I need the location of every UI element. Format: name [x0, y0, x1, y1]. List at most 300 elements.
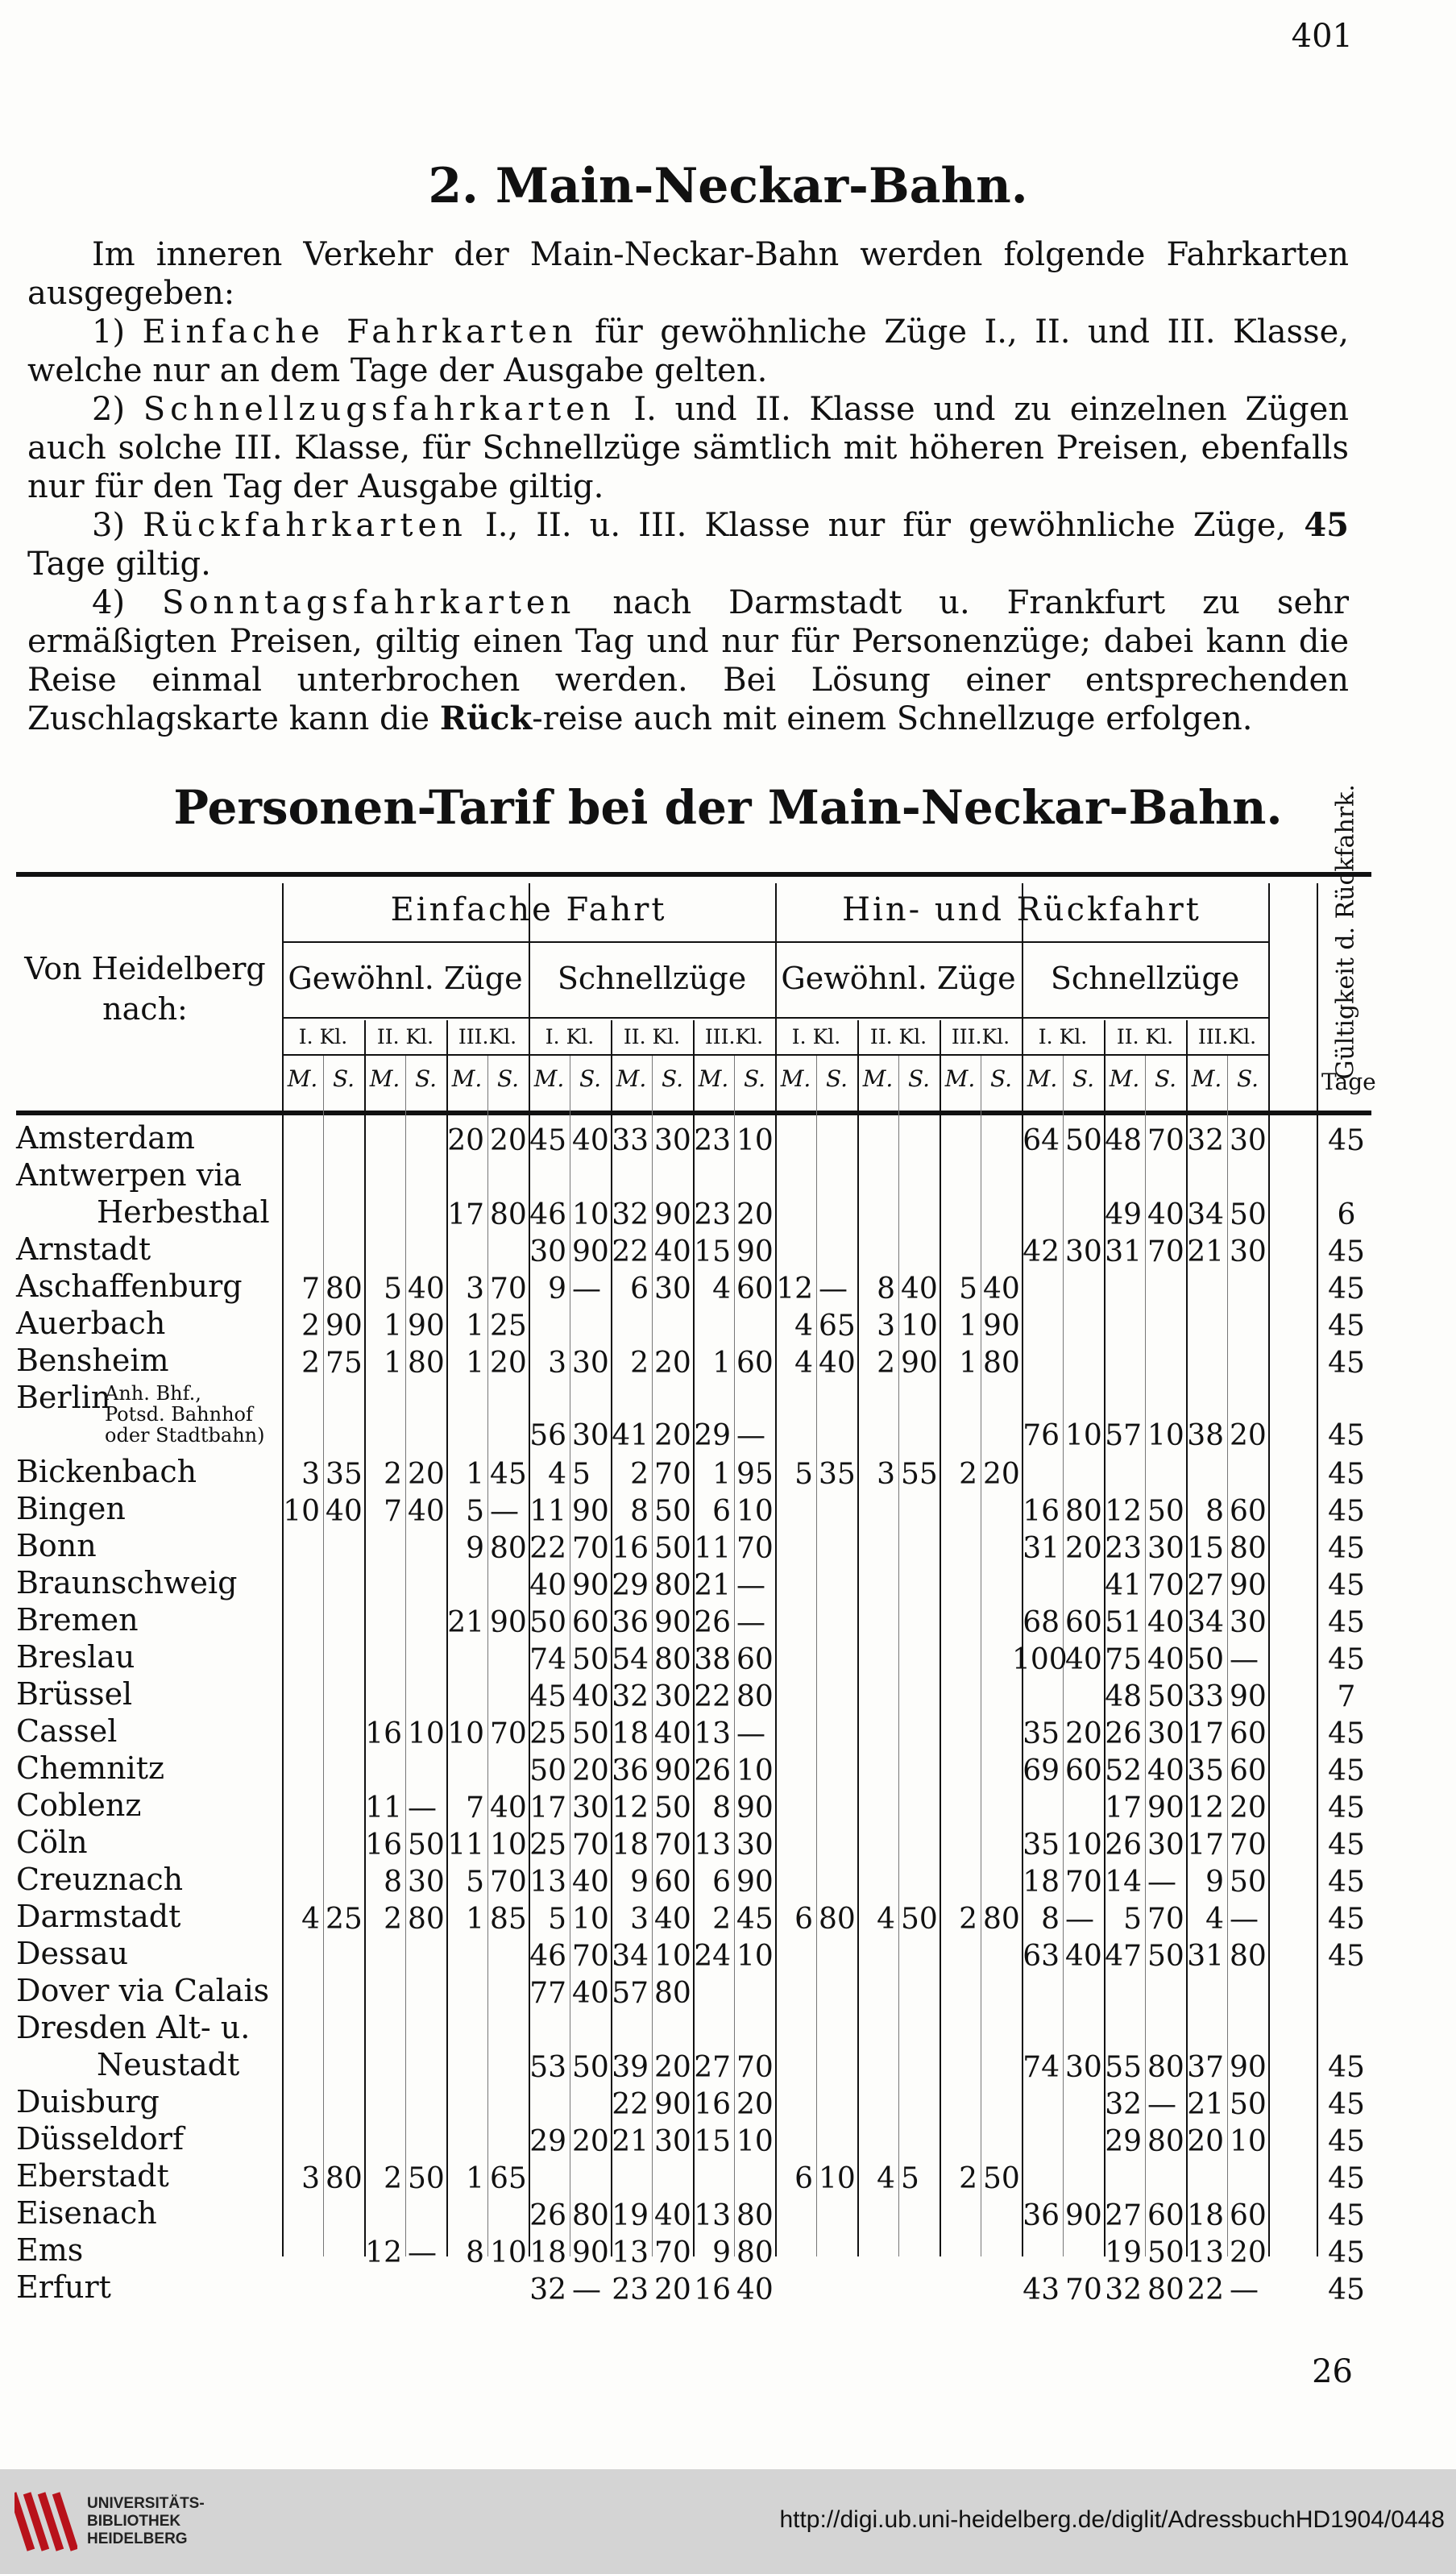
- validity-days: 45: [1328, 2125, 1365, 2158]
- fare-mark: 16: [694, 2273, 731, 2306]
- validity-days: 7: [1337, 1680, 1356, 1713]
- header-single: Einfache Fahrt: [390, 891, 667, 928]
- fare-pfennig: 50: [572, 1717, 609, 1750]
- fare-pfennig: 50: [572, 2051, 609, 2084]
- fare-mark: 32: [612, 1198, 649, 1231]
- fare-pfennig: 20: [572, 1754, 609, 1787]
- fare-pfennig: 60: [736, 1347, 774, 1380]
- tariff-title: Personen-Tarif bei der Main-Neckar-Bahn.: [173, 780, 1283, 835]
- library-name-line: HEIDELBERG: [87, 2530, 188, 2547]
- library-logo-icon: [15, 2485, 77, 2558]
- fare-mark: 4: [548, 1458, 566, 1491]
- validity-days: 45: [1328, 1235, 1365, 1268]
- ticket-number: 3): [92, 507, 126, 544]
- fare-mark: 9: [466, 1532, 484, 1565]
- fare-pfennig: 30: [1230, 1235, 1267, 1268]
- ticket-type-1: [27, 313, 1349, 390]
- destination-name: Duisburg: [16, 2084, 160, 2119]
- validity-days: 45: [1328, 2088, 1365, 2121]
- fare-pfennig: 70: [572, 1829, 609, 1862]
- table-row: [16, 1381, 1371, 1455]
- fare-pfennig: 40: [654, 1235, 691, 1268]
- fare-pfennig: 10: [819, 2162, 856, 2195]
- fare-mark: 13: [529, 1866, 566, 1899]
- fare-pfennig: 50: [1230, 1866, 1267, 1899]
- table-row: [16, 2234, 1371, 2271]
- ticket-description-end: -reise auch mit einem Schnellzuge erfolgen.: [532, 700, 1253, 737]
- fare-pfennig: 30: [1065, 1235, 1102, 1268]
- fare-pfennig: 80: [408, 1347, 445, 1380]
- fare-pfennig: 50: [983, 2162, 1020, 2195]
- fare-pfennig: 90: [1230, 1680, 1267, 1713]
- fare-pfennig: 20: [490, 1347, 527, 1380]
- header-mark: M.: [616, 1065, 647, 1092]
- header-mark: M.: [1109, 1065, 1140, 1092]
- fare-mark: 3: [877, 1310, 895, 1343]
- validity-days: 6: [1337, 1198, 1356, 1231]
- fare-mark: 2: [384, 2162, 402, 2195]
- fare-mark: 18: [612, 1717, 649, 1750]
- fare-pfennig: 30: [1230, 1606, 1267, 1639]
- destination-name: Breslau: [16, 1639, 135, 1675]
- fare-mark: 35: [1187, 1754, 1224, 1787]
- header-pfennig: S.: [661, 1065, 684, 1092]
- fare-mark: 3: [466, 1272, 484, 1306]
- fare-pfennig: 95: [736, 1458, 774, 1491]
- fare-pfennig: 80: [819, 1903, 856, 1936]
- fare-mark: 4: [794, 1347, 813, 1380]
- fare-pfennig: 60: [572, 1606, 609, 1639]
- fare-pfennig: 50: [1147, 1940, 1184, 1973]
- page-signature: 26: [1312, 2353, 1353, 2390]
- header-mark: M.: [944, 1065, 976, 1092]
- fare-pfennig: 40: [654, 2199, 691, 2232]
- fare-mark: 47: [1105, 1940, 1142, 1973]
- fare-pfennig: 30: [408, 1866, 445, 1899]
- fare-mark: 1: [712, 1458, 731, 1491]
- fare-pfennig: 30: [572, 1791, 609, 1825]
- fare-mark: 32: [1187, 1124, 1224, 1157]
- fare-pfennig: 30: [654, 1272, 691, 1306]
- header-class: III.Kl.: [704, 1025, 764, 1048]
- destination-name: Chemnitz: [16, 1750, 164, 1786]
- fare-mark: 56: [529, 1419, 566, 1452]
- fare-pfennig: 50: [1147, 2236, 1184, 2269]
- fare-mark: 25: [529, 1717, 566, 1750]
- header-pfennig: S.: [1236, 1065, 1259, 1092]
- validity-days: 45: [1328, 1495, 1365, 1528]
- fare-mark: 1: [466, 1310, 484, 1343]
- table-row: [16, 1530, 1371, 1567]
- fare-mark: 1: [712, 1347, 731, 1380]
- table-row: [16, 1678, 1371, 1715]
- destination-name: Erfurt: [16, 2269, 111, 2305]
- fare-mark: 6: [712, 1495, 731, 1528]
- fare-pfennig: 70: [1147, 1569, 1184, 1602]
- fare-mark: 20: [1187, 2125, 1224, 2158]
- header-class: III.Kl.: [458, 1025, 517, 1048]
- fare-mark: 29: [694, 1419, 731, 1452]
- fare-mark: 29: [529, 2125, 566, 2158]
- fare-mark: 2: [301, 1310, 320, 1343]
- fare-mark: 12: [776, 1272, 813, 1306]
- table-row: [16, 1567, 1371, 1604]
- fare-pfennig: 90: [736, 1866, 774, 1899]
- fare-pfennig: 50: [901, 1903, 938, 1936]
- fare-mark: 12: [1105, 1495, 1142, 1528]
- ticket-type-3: [27, 506, 1349, 583]
- fare-mark: 3: [301, 2162, 320, 2195]
- fare-pfennig: 70: [654, 2236, 691, 2269]
- fare-mark: 32: [1105, 2088, 1142, 2121]
- fare-pfennig: —: [1230, 2273, 1259, 2306]
- fare-mark: 15: [694, 1235, 731, 1268]
- fare-mark: 53: [529, 2051, 566, 2084]
- fare-mark: 76: [1023, 1419, 1060, 1452]
- header-pfennig: S.: [332, 1065, 355, 1092]
- fare-mark: 37: [1187, 2051, 1224, 2084]
- header-ordinary: Gewöhnl. Züge: [288, 961, 523, 996]
- fare-mark: 31: [1105, 1235, 1142, 1268]
- fare-mark: 32: [1105, 2273, 1142, 2306]
- fare-mark: 1: [384, 1310, 402, 1343]
- validity-days: 45: [1304, 506, 1349, 544]
- emphasis-return: Rück: [439, 700, 533, 737]
- fare-mark: 34: [612, 1940, 649, 1973]
- fare-mark: 50: [1187, 1643, 1224, 1676]
- fare-mark: 8: [877, 1272, 895, 1306]
- ticket-description: I., II. u. III. Klasse nur für gewöhnliche Züge,: [484, 507, 1287, 544]
- fare-mark: 33: [1187, 1680, 1224, 1713]
- fare-pfennig: 30: [1147, 1532, 1184, 1565]
- fare-mark: 27: [1187, 1569, 1224, 1602]
- fare-pfennig: 10: [1147, 1419, 1184, 1452]
- fare-pfennig: 90: [654, 2088, 691, 2121]
- fare-mark: 18: [612, 1829, 649, 1862]
- ticket-type-4: [27, 583, 1349, 738]
- library-name: [87, 2495, 205, 2548]
- fare-pfennig: 80: [326, 2162, 363, 2195]
- fare-mark: 29: [612, 1569, 649, 1602]
- fare-pfennig: 90: [901, 1347, 938, 1380]
- fare-mark: 9: [630, 1866, 649, 1899]
- fare-mark: 1: [466, 1347, 484, 1380]
- destination-name: Eberstadt: [16, 2158, 169, 2194]
- fare-pfennig: 50: [408, 2162, 445, 2195]
- ticket-number: 2): [92, 391, 126, 428]
- fare-pfennig: —: [819, 1272, 848, 1306]
- fare-mark: 12: [1187, 1791, 1224, 1825]
- table-row: [16, 2086, 1371, 2123]
- ticket-description: I. und II. Klasse und zu einzelnen Zügen auch solche III. Klasse, für Schnellzüge sämtlich mit höheren Preisen, ebenfalls nur für den Tag der Ausgabe giltig.: [27, 391, 1350, 505]
- fare-mark: 7: [301, 1272, 320, 1306]
- fare-pfennig: 30: [572, 1419, 609, 1452]
- fare-pfennig: 10: [408, 1717, 445, 1750]
- fare-mark: 39: [612, 2051, 649, 2084]
- fare-pfennig: 40: [408, 1495, 445, 1528]
- fare-pfennig: 80: [572, 2199, 609, 2232]
- fare-mark: 16: [694, 2088, 731, 2121]
- fare-mark: 50: [529, 1754, 566, 1787]
- fare-pfennig: —: [1230, 1903, 1259, 1936]
- fare-pfennig: 50: [654, 1495, 691, 1528]
- fare-pfennig: 40: [408, 1272, 445, 1306]
- fare-pfennig: 10: [736, 1495, 774, 1528]
- ticket-name: Sonntagsfahrkarten: [162, 584, 576, 621]
- page-number: 401: [1291, 18, 1353, 55]
- fare-pfennig: 40: [819, 1347, 856, 1380]
- fare-mark: 2: [877, 1347, 895, 1380]
- table-row: [16, 1900, 1371, 1937]
- fare-mark: 63: [1023, 1940, 1060, 1973]
- ticket-description: nach Darmstadt u. Frankfurt zu sehr ermäßigten Preisen, giltig einen Tag und nur für Personenzüge; dabei kann die Reise einmal unterbrochen werden. Bei Lösung einer entsprechenden Zuschlagskarte kann die: [27, 584, 1349, 737]
- fare-mark: 22: [529, 1532, 566, 1565]
- fare-mark: 13: [694, 2199, 731, 2232]
- table-row: [16, 2049, 1371, 2086]
- fare-pfennig: 80: [736, 1680, 774, 1713]
- validity-days: 45: [1328, 1272, 1365, 1306]
- fare-pfennig: 40: [572, 1977, 609, 2010]
- validity-days: 45: [1328, 2199, 1365, 2232]
- fare-pfennig: 50: [1230, 1198, 1267, 1231]
- fare-pfennig: 80: [983, 1347, 1020, 1380]
- fare-pfennig: —: [1147, 1866, 1176, 1899]
- fare-pfennig: 5: [901, 2162, 919, 2195]
- fare-mark: 4: [877, 1903, 895, 1936]
- fare-pfennig: 70: [1065, 1866, 1102, 1899]
- fare-mark: 13: [612, 2236, 649, 2269]
- fare-mark: 13: [694, 1829, 731, 1862]
- section-title: 2. Main-Neckar-Bahn.: [428, 158, 1028, 214]
- fare-pfennig: 60: [736, 1272, 774, 1306]
- fare-pfennig: 70: [736, 1532, 774, 1565]
- table-row: [16, 2011, 1371, 2049]
- fare-pfennig: 65: [819, 1310, 856, 1343]
- fare-pfennig: —: [736, 1717, 765, 1750]
- fare-mark: 1: [466, 2162, 484, 2195]
- fare-mark: 26: [529, 2199, 566, 2232]
- table-row: [16, 1455, 1371, 1493]
- fare-mark: 8: [1205, 1495, 1224, 1528]
- fare-mark: 9: [712, 2236, 731, 2269]
- destination-name: Amsterdam: [16, 1120, 195, 1156]
- fare-mark: 75: [1105, 1643, 1142, 1676]
- fare-pfennig: —: [572, 2273, 601, 2306]
- destination-name: Bingen: [16, 1491, 126, 1526]
- fare-mark: 4: [1205, 1903, 1224, 1936]
- fare-mark: 34: [1187, 1606, 1224, 1639]
- validity-days: 45: [1328, 2162, 1365, 2195]
- fare-pfennig: —: [1065, 1903, 1094, 1936]
- fare-mark: 23: [612, 2273, 649, 2306]
- fare-pfennig: 40: [983, 1272, 1020, 1306]
- fare-mark: 16: [1023, 1495, 1060, 1528]
- fare-pfennig: 50: [408, 1829, 445, 1862]
- fare-pfennig: 20: [654, 1419, 691, 1452]
- fare-mark: 8: [384, 1866, 402, 1899]
- fare-mark: 17: [1187, 1829, 1224, 1862]
- fare-mark: 38: [694, 1643, 731, 1676]
- fare-mark: 41: [1105, 1569, 1142, 1602]
- fare-pfennig: 70: [1147, 1235, 1184, 1268]
- fare-pfennig: 20: [654, 2273, 691, 2306]
- fare-pfennig: 30: [654, 1124, 691, 1157]
- validity-days: 45: [1328, 1903, 1365, 1936]
- header-class: II. Kl.: [869, 1025, 927, 1048]
- header-class: II. Kl.: [376, 1025, 434, 1048]
- fare-mark: 49: [1105, 1198, 1142, 1231]
- header-mark: M.: [451, 1065, 483, 1092]
- destination-name: Ems: [16, 2232, 84, 2268]
- fare-mark: 31: [1187, 1940, 1224, 1973]
- fare-pfennig: 90: [572, 2236, 609, 2269]
- fare-pfennig: 30: [654, 1680, 691, 1713]
- fare-pfennig: 70: [572, 1532, 609, 1565]
- ticket-description-end: Tage giltig.: [27, 546, 211, 583]
- fare-mark: 19: [612, 2199, 649, 2232]
- fare-pfennig: 90: [736, 1235, 774, 1268]
- fare-mark: 11: [447, 1829, 484, 1862]
- destination-name: Herbesthal: [97, 1194, 270, 1230]
- header-days: Tage: [1321, 1069, 1376, 1095]
- fare-mark: 7: [384, 1495, 402, 1528]
- table-row: [16, 1974, 1371, 2011]
- fare-pfennig: 80: [983, 1903, 1020, 1936]
- fare-pfennig: 80: [1230, 1532, 1267, 1565]
- fare-pfennig: 20: [1230, 1419, 1267, 1452]
- ticket-name: Schnellzugsfahrkarten: [143, 391, 616, 428]
- fare-pfennig: 80: [326, 1272, 363, 1306]
- fare-pfennig: 25: [490, 1310, 527, 1343]
- grid-hline: [282, 1017, 1268, 1019]
- fare-pfennig: —: [736, 1606, 765, 1639]
- library-name-line: UNIVERSITÄTS-: [87, 2495, 205, 2512]
- fare-mark: 8: [466, 2236, 484, 2269]
- fare-mark: 36: [612, 1606, 649, 1639]
- fare-mark: 1: [466, 1903, 484, 1936]
- fare-pfennig: 10: [654, 1940, 691, 1973]
- destination-name: Bonn: [16, 1528, 97, 1563]
- fare-mark: 13: [1187, 2236, 1224, 2269]
- fare-pfennig: 30: [654, 2125, 691, 2158]
- fare-mark: 45: [529, 1124, 566, 1157]
- header-class: I. Kl.: [1038, 1025, 1088, 1048]
- validity-days: 45: [1328, 1829, 1365, 1862]
- fare-pfennig: 80: [490, 1532, 527, 1565]
- validity-days: 45: [1328, 1532, 1365, 1565]
- fare-mark: 38: [1187, 1419, 1224, 1452]
- fare-pfennig: —: [1230, 1643, 1259, 1676]
- fare-pfennig: 10: [901, 1310, 938, 1343]
- header-class: III.Kl.: [1197, 1025, 1257, 1048]
- source-url[interactable]: http://digi.ub.uni-heidelberg.de/diglit/AdressbuchHD1904/0448: [779, 2506, 1445, 2533]
- fare-mark: 6: [712, 1866, 731, 1899]
- fare-mark: 18: [529, 2236, 566, 2269]
- header-class: II. Kl.: [1116, 1025, 1174, 1048]
- intro-text: [27, 235, 1349, 738]
- fare-mark: 12: [612, 1791, 649, 1825]
- fare-mark: 68: [1023, 1606, 1060, 1639]
- fare-pfennig: —: [572, 1272, 601, 1306]
- fare-pfennig: 20: [490, 1124, 527, 1157]
- fare-pfennig: 70: [1147, 1124, 1184, 1157]
- destination-name: Dresden Alt- u.: [16, 2010, 251, 2045]
- fare-mark: 25: [529, 1829, 566, 1862]
- fare-pfennig: 35: [326, 1458, 363, 1491]
- fare-mark: 21: [1187, 1235, 1224, 1268]
- fare-mark: 31: [1023, 1532, 1060, 1565]
- fare-pfennig: 30: [1147, 1717, 1184, 1750]
- fare-pfennig: 80: [1065, 1495, 1102, 1528]
- fare-pfennig: 60: [1065, 1606, 1102, 1639]
- destination-name: Braunschweig: [16, 1565, 238, 1600]
- fare-mark: 14: [1105, 1866, 1142, 1899]
- fare-pfennig: 20: [572, 2125, 609, 2158]
- fare-pfennig: 90: [654, 1606, 691, 1639]
- destination-name: Dessau: [16, 1936, 129, 1971]
- intro-paragraph: [27, 235, 1349, 313]
- fare-mark: 74: [1023, 2051, 1060, 2084]
- destination-name: Berlin: [16, 1380, 111, 1415]
- fare-mark: 69: [1023, 1754, 1060, 1787]
- fare-mark: 22: [612, 1235, 649, 1268]
- fare-mark: 21: [1187, 2088, 1224, 2121]
- fare-mark: 17: [1187, 1717, 1224, 1750]
- header-mark: M.: [369, 1065, 400, 1092]
- validity-days: 45: [1328, 1347, 1365, 1380]
- fare-pfennig: 60: [1230, 1754, 1267, 1787]
- table-row: [16, 1493, 1371, 1530]
- validity-days: 45: [1328, 2273, 1365, 2306]
- table-row: [16, 2197, 1371, 2234]
- fare-pfennig: 20: [408, 1458, 445, 1491]
- fare-mark: 16: [612, 1532, 649, 1565]
- fare-mark: 9: [548, 1272, 566, 1306]
- fare-mark: 1: [959, 1310, 977, 1343]
- fare-pfennig: 10: [736, 1754, 774, 1787]
- fare-pfennig: 90: [1230, 1569, 1267, 1602]
- table-top-rule: [16, 872, 1371, 877]
- fare-mark: 5: [466, 1495, 484, 1528]
- fare-pfennig: 90: [1230, 2051, 1267, 2084]
- fare-mark: 8: [1041, 1903, 1060, 1936]
- fare-mark: 5: [959, 1272, 977, 1306]
- fare-mark: 30: [529, 1235, 566, 1268]
- fare-pfennig: 85: [490, 1903, 527, 1936]
- header-validity: Gültigkeit d. Rückfahrk.: [1331, 784, 1360, 1080]
- fare-mark: 4: [301, 1903, 320, 1936]
- fare-mark: 18: [1187, 2199, 1224, 2232]
- destination-name: Darmstadt: [16, 1899, 181, 1934]
- fare-pfennig: 40: [572, 1124, 609, 1157]
- fare-pfennig: 40: [654, 1717, 691, 1750]
- validity-days: 45: [1328, 1643, 1365, 1676]
- fare-mark: 50: [529, 1606, 566, 1639]
- fare-mark: 17: [447, 1198, 484, 1231]
- header-mark: M.: [533, 1065, 565, 1092]
- header-class: I. Kl.: [791, 1025, 841, 1048]
- berlin-station-notes: [105, 1383, 264, 1446]
- table-row: [16, 1937, 1371, 1974]
- fare-pfennig: 10: [490, 1829, 527, 1862]
- fare-pfennig: 70: [1147, 1903, 1184, 1936]
- table-row: [16, 1752, 1371, 1789]
- fare-pfennig: 90: [1065, 2199, 1102, 2232]
- fare-pfennig: 80: [654, 1977, 691, 2010]
- destination-name: Eisenach: [16, 2195, 157, 2231]
- header-pfennig: S.: [496, 1065, 520, 1092]
- header-pfennig: S.: [1154, 1065, 1177, 1092]
